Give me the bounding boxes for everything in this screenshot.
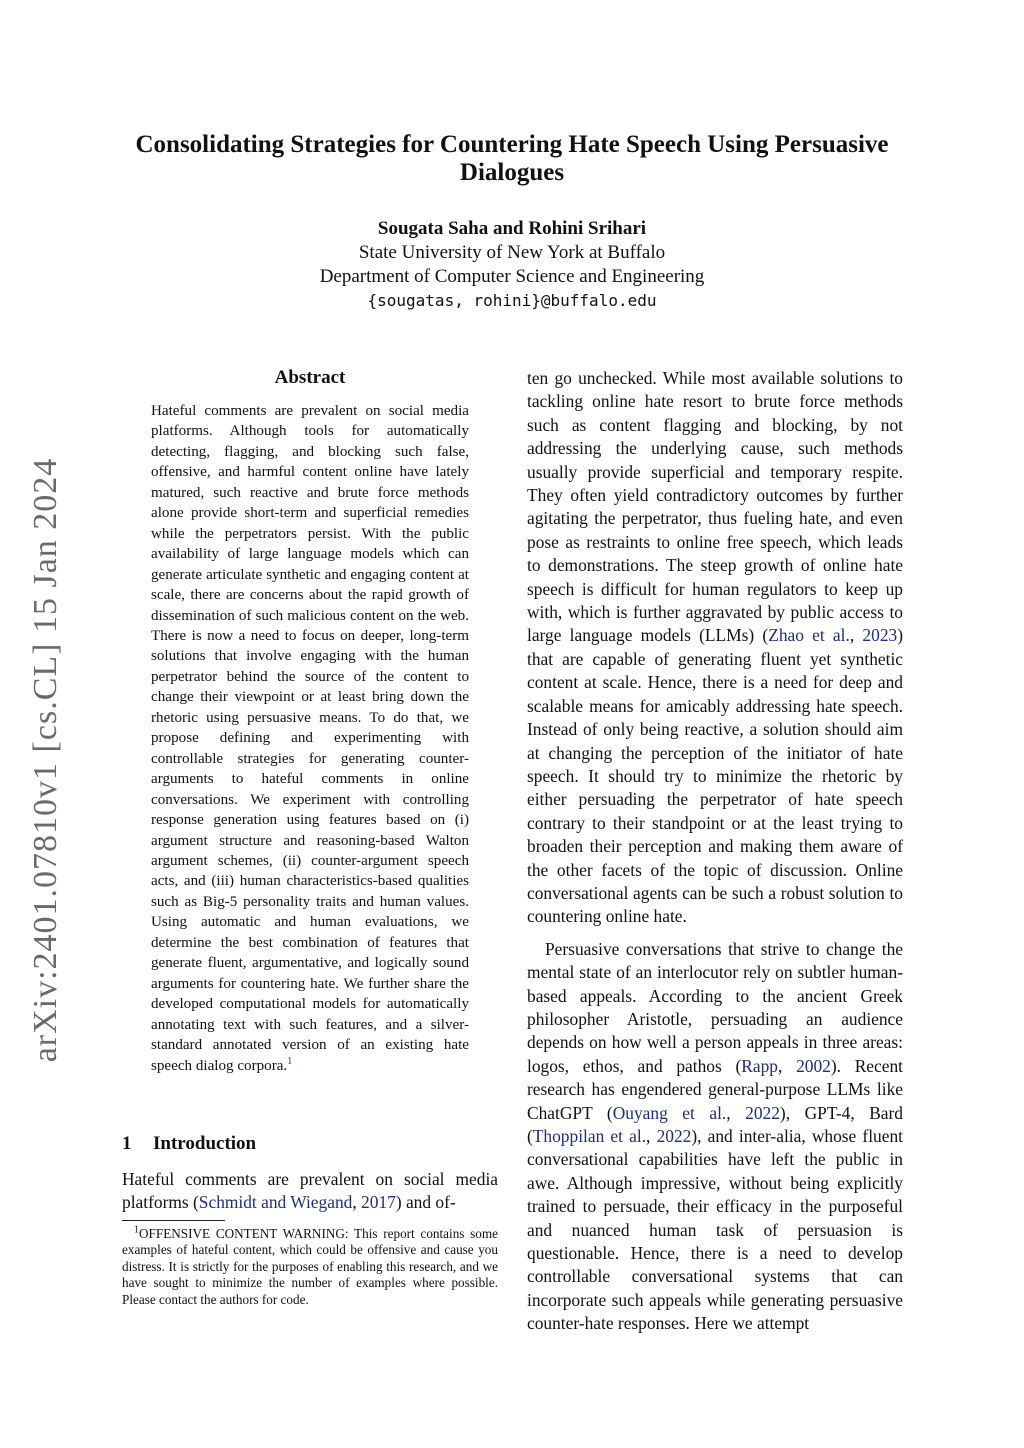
text-run: , (777, 1055, 797, 1076)
text-run: , (849, 625, 863, 646)
text-run: ), and inter-alia, whose fluent conversational capabilities have left the public in awe. Although impressive, without being explicitly trained to persuade, their efficacy in the purposeful and nuanced human task of persuasion is questionable. Hence, there is a need to develop controllable conversational systems that can incorporate such appeals while generating persuasive counter-hate responses. Here we attempt (527, 1126, 903, 1334)
section-number: 1 (122, 1133, 132, 1154)
text-run: , (352, 1192, 362, 1213)
citation-link[interactable]: Ouyang et al. (612, 1102, 727, 1123)
author-department: Department of Computer Science and Engineering (319, 266, 705, 287)
citation-year-link[interactable]: 2017 (361, 1192, 396, 1213)
footnote-mark: 1 (134, 1224, 139, 1236)
paper-title: Consolidating Strategies for Countering Hate Speech Using Persuasive Dialogues (135, 131, 889, 186)
author-email: {sougatas, rohini}@buffalo.edu (367, 291, 657, 310)
text-run: , (646, 1126, 657, 1146)
text-run: ) that are capable of generating fluent yet synthetic content at scale. Hence, there is a need for deep and scalable means for amicably addressing hate speech. Instead of only being reactive, a solution should aim at changing the perception of the initiator of hate speech. It should try to minimize the rhetoric by either persuading the perpetrator of hate speech contrary to their standpoint or at the least trying to broaden their perception and making them aware of the other facets of the topic of discussion. Online conversational agents can be such a robust solution to countering online hate. (527, 625, 903, 927)
abstract-text: Hateful comments are prevalent on social media platforms. Although tools for automatically detecting, flagging, and blocking such false, offensive, and harmful content online have lately matured, such reactive and brute force methods alone provide short-term and superficial remedies while the perpetrators persist. With the public availability of large language models which can generate articulate synthetic and engaging content at scale, there are concerns about the rapid growth of dissemination of such malicious content on the web. There is now a need to focus on deeper, long-term solutions that involve engaging with the human perpetrator behind the source of the content to change their viewpoint or at least bring down the rhetoric using persuasive means. To do that, we propose defining and experimenting with controllable strategies for generating counter-arguments to hateful comments in online conversations. We experiment with controlling response generation using features based on (i) argument structure and reasoning-based Walton argument schemes, (ii) counter-argument speech acts, and (iii) human characteristics-based qualities such as Big-5 personality traits and human values. Using automatic and human evaluations, we determine the best combination of features that generate fluent, argumentative, and logically sound arguments for countering hate. We further share the developed computational models for automatically annotating text with such features, and a silver-standard annotated version of an existing hate speech dialog corpora. (151, 403, 469, 1074)
abstract-body (151, 401, 469, 1076)
abstract-heading: Abstract (274, 367, 346, 388)
citation-link[interactable]: Zhao et al. (768, 625, 850, 646)
author-affiliation: State University of New York at Buffalo (358, 242, 666, 263)
text-run: ten go unchecked. While most available solutions to tackling online hate resort to brute force methods such as content flagging and blocking, by not addressing the underlying cause, such methods usually provide superficial and temporary respite. They often yield contradictory outcomes by further agitating the perpetrator, thus fueling hate, and even pose as restraints to online free speech, which leads to demonstrations. The steep growth of online hate speech is difficult for human regulators to keep up with, which is further aggravated by public access to large language models (LLMs) ( (527, 368, 903, 646)
introduction-paragraph-2 (527, 938, 903, 1336)
author-block (100, 217, 924, 313)
section-heading-introduction (122, 1133, 256, 1155)
citation-year-link[interactable]: 2023 (862, 625, 898, 646)
footnote-divider (122, 1220, 225, 1221)
arxiv-identifier: arXiv:2401.07810v1 [cs.CL] 15 Jan 2024 (27, 457, 64, 1063)
text-run: ). Recent research has engendered general-purpose LLMs like ChatGPT ( (527, 1055, 903, 1123)
citation-year-link[interactable]: 2002 (796, 1055, 831, 1076)
author-names: Sougata Saha and Rohini Srihari (377, 218, 647, 239)
introduction-right-column (527, 367, 903, 1336)
text-run: , (726, 1102, 746, 1123)
abstract-footnote-mark[interactable]: 1 (287, 1055, 293, 1067)
text-run: Hateful comments are prevalent on social media platforms ( (122, 1169, 498, 1213)
footnote-text: OFFENSIVE CONTENT WARNING: This report contains some examples of hateful content, which could be offensive and cause you distress. It is strictly for the purposes of enabling this research, and we have sought to minimize the number of examples where possible. Please contact the authors for code. (122, 1226, 498, 1307)
citation-link[interactable]: Thoppilan et al. (532, 1126, 647, 1146)
section-title: Introduction (153, 1133, 257, 1154)
text-run: Persuasive conversations that strive to change the mental state of an interlocutor rely on subtler human-based appeals. According to the ancient Greek philosopher Aristotle, persuading an audience depends on how well a person appeals in three areas: logos, ethos, and pathos ( (527, 938, 903, 1076)
text-run: ), GPT-4, Bard ( (527, 1102, 904, 1146)
citation-link[interactable]: Rapp (741, 1055, 778, 1076)
introduction-left-paragraph (122, 1168, 498, 1215)
citation-year-link[interactable]: 2022 (745, 1102, 780, 1123)
citation-year-link[interactable]: 2022 (656, 1126, 692, 1146)
introduction-paragraph-1 (527, 367, 903, 929)
footnote (122, 1226, 498, 1308)
citation-link[interactable]: Schmidt and Wiegand (198, 1192, 353, 1213)
text-run: ) and of- (395, 1192, 456, 1213)
